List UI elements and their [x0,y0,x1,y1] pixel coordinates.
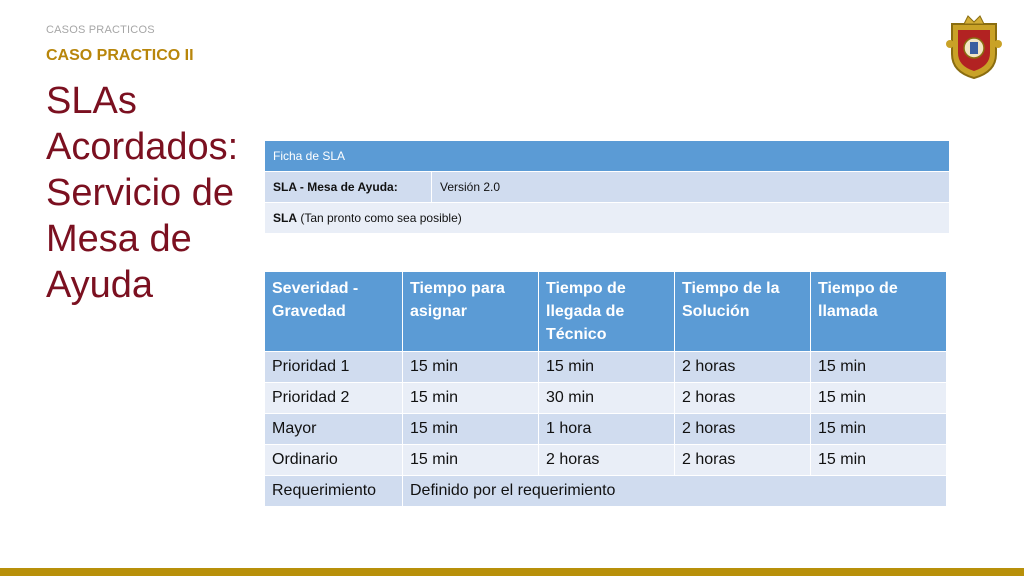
section-kicker: CASOS PRACTICOS [46,24,155,36]
sla-note-text: (Tan pronto como sea posible) [297,211,462,225]
table-row [265,172,950,203]
table-row [265,414,947,445]
table-header-row [265,272,947,352]
column-header: Severidad - Gravedad [265,272,403,352]
table-cell: 15 min [811,445,947,476]
table-cell: 15 min [811,352,947,383]
bottom-accent-bar [0,568,1024,576]
table-cell: Prioridad 1 [265,352,403,383]
table-cell: 15 min [811,414,947,445]
table-row [265,445,947,476]
sla-priority-note [265,203,950,234]
table-cell: Definido por el requerimiento [403,476,947,507]
table-row [265,141,950,172]
table-cell: 1 hora [539,414,675,445]
table-row [265,352,947,383]
table-row [265,476,947,507]
table-cell: 2 horas [675,352,811,383]
table-cell: Ordinario [265,445,403,476]
sla-info-table [264,140,950,234]
table-cell: Requerimiento [265,476,403,507]
table-cell: 15 min [403,352,539,383]
column-header: Tiempo de llamada [811,272,947,352]
column-header: Tiempo de llegada de Técnico [539,272,675,352]
column-header: Tiempo para asignar [403,272,539,352]
table-cell: 2 horas [539,445,675,476]
table-cell: 15 min [403,383,539,414]
sla-version-value: Versión 2.0 [432,172,950,203]
university-crest-icon [944,14,1004,80]
table-cell: 15 min [403,414,539,445]
sla-card-heading: Ficha de SLA [265,141,950,172]
column-header: Tiempo de la Solución [675,272,811,352]
table-row [265,383,947,414]
page-title: SLAs Acordados: Servicio de Mesa de Ayuda [46,80,239,306]
table-cell: 15 min [539,352,675,383]
sla-label: SLA [273,211,297,225]
case-subtitle: CASO PRACTICO II [46,47,194,64]
table-cell: 2 horas [675,383,811,414]
table-row [265,203,950,234]
table-cell: 2 horas [675,445,811,476]
table-cell: 15 min [403,445,539,476]
severity-times-table [264,271,947,507]
table-cell: Mayor [265,414,403,445]
table-cell: Prioridad 2 [265,383,403,414]
table-cell: 15 min [811,383,947,414]
table-cell: 30 min [539,383,675,414]
table-cell: 2 horas [675,414,811,445]
sla-version-label: SLA - Mesa de Ayuda: [265,172,432,203]
